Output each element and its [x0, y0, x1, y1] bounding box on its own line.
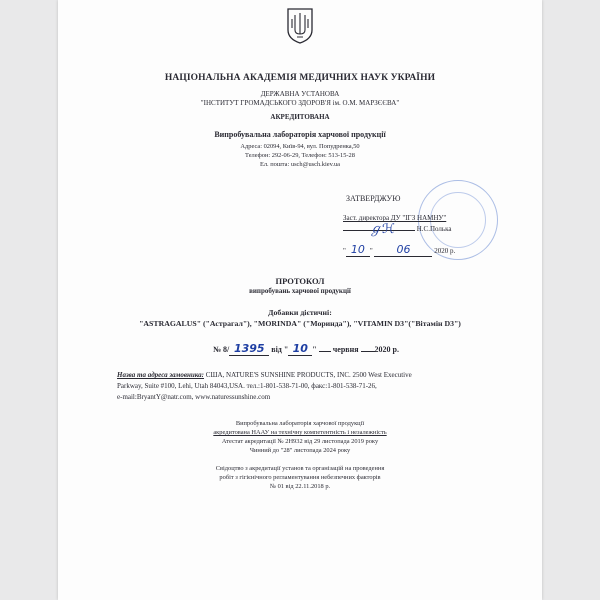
certificate-line-3: № 01 від 22.11.2018 р.	[269, 483, 331, 490]
certificate-line-1: Свідоцтво з акредитації установ та організацій на проведення	[215, 465, 385, 472]
lab-name: Випробувальна лабораторія харчової продукції	[214, 130, 386, 139]
customer-line-3: e-mail:BryantY@natr.com, www.naturessunshine.com	[117, 393, 271, 401]
lab-phones: Телефон: 292-06-29, Телефон: 513-15-28	[245, 152, 355, 159]
product-list: "ASTRAGALUS" ("Астрагал"), "MORINDA" ("Моринда"), "VITAMIN D3"("Вітамін D3")	[139, 319, 461, 328]
customer-line-1	[117, 371, 412, 379]
customer-name: США, NATURE'S SUNSHINE PRODUCTS, INC. 2500 West Executive	[205, 371, 412, 379]
protocol-day: 10	[292, 342, 308, 355]
protocol-number-label: № 8/	[213, 345, 230, 354]
approval-date: " 10 " 06 2020 р.	[343, 243, 456, 256]
protocol-year: 2020 р.	[374, 345, 399, 354]
approval-month: 06	[396, 243, 411, 256]
approval-title: ЗАТВЕРДЖУЮ	[346, 194, 401, 203]
institution-line-1: ДЕРЖАВНА УСТАНОВА	[260, 90, 340, 98]
accreditation-line-4: Чинний до "28" листопада 2024 року	[249, 447, 351, 454]
institution-line-2: "ІНСТИТУТ ГРОМАДСЬКОГО ЗДОРОВ'Я ім. О.М. МАРЗЄЄВА"	[200, 99, 400, 107]
approval-signature-line	[343, 222, 452, 237]
trident-emblem-icon	[283, 6, 317, 49]
institution-line-3: АКРЕДИТОВАНА	[270, 113, 330, 121]
protocol-subtitle: випробувань харчової продукції	[249, 287, 351, 295]
approval-day: 10	[350, 243, 365, 256]
lab-email: Ел. пошта: usch@usch.kiev.ua	[259, 161, 341, 168]
customer-label: Назва та адреса замовника:	[117, 371, 205, 379]
approval-position: Заст. директора ДУ "ІГЗ НАМНУ"	[343, 214, 447, 222]
protocol-title: ПРОТОКОЛ	[275, 276, 325, 286]
protocol-number-line: № 8/ 1395 від " 10 " червня 2020 р.	[213, 342, 399, 355]
accreditation-line-1: Випробувальна лабораторія харчової продукції	[235, 420, 365, 427]
product-heading: Добавки дієтичні:	[268, 308, 332, 317]
certificate-line-2: робіт з гігієнічного регламентування небезпечних факторів	[219, 474, 381, 481]
approval-name: Н.С.Полька	[416, 225, 452, 233]
signature: ℊℋ	[369, 222, 395, 237]
approval-year: 2020 р.	[434, 247, 456, 255]
protocol-from-label: від "	[271, 345, 289, 354]
document-page	[58, 0, 542, 600]
lab-address: Адреса: 02094, Київ-94, вул. Попудренка,50	[240, 143, 360, 150]
customer-line-2: Parkway, Suite #100, Lehi, Utah 84043,USA. тел.:1-801-538-71-00, факс:1-801-538-71-26,	[117, 382, 377, 390]
accreditation-line-3: Атестат акредитації № 2Н932 від 29 листопада 2019 року	[221, 438, 379, 445]
accreditation-line-2: акредитована НААУ на технічну компетентність і незалежність	[213, 429, 387, 436]
protocol-month: червня	[332, 345, 359, 354]
academy-title: НАЦІОНАЛЬНА АКАДЕМІЯ МЕДИЧНИХ НАУК УКРАЇНИ	[164, 73, 436, 83]
protocol-number: 1395	[233, 342, 265, 355]
